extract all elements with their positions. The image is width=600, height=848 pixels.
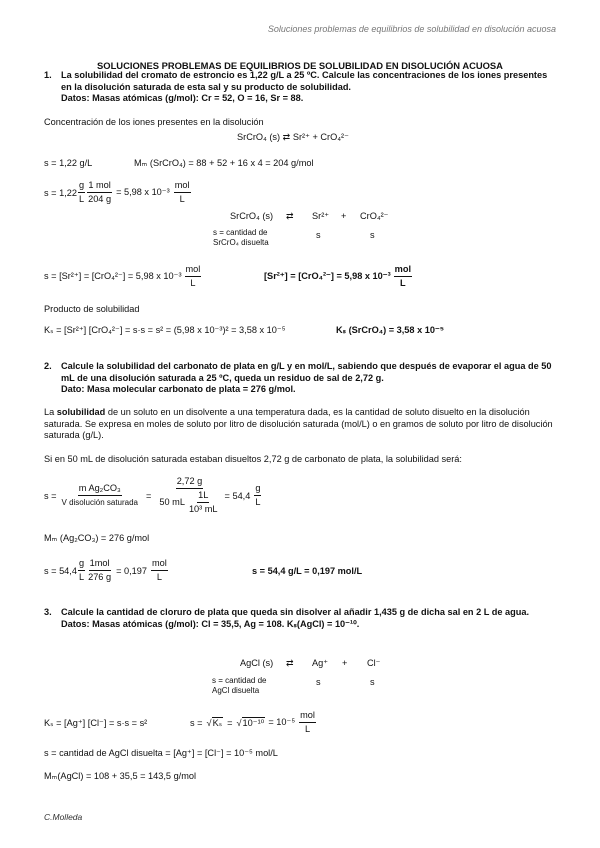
eq2-salt: SrCrO₄ (s) xyxy=(230,211,274,221)
question-data: Datos: Masas atómicas (g/mol): Cl = 35,5, Ag = 108. Kₛ(AgCl) = 10⁻¹⁰. xyxy=(61,618,360,629)
eq2-ion1: Sr²⁺ xyxy=(312,211,330,221)
question-data: Datos: Masas atómicas (g/mol): Cr = 52, O = 16, Sr = 88. xyxy=(61,93,304,104)
fraction: $\frac{g}{L}$ xyxy=(78,558,85,582)
fraction: $\frac{\text{1mol}}{276 g}$ xyxy=(88,558,112,582)
ks-expression: Kₛ = [Ag⁺] [Cl⁻] = s·s = s² xyxy=(44,718,148,728)
fraction: $\frac{\text{mol}}{L}$ xyxy=(152,558,167,582)
sqrt-symbol: √ xyxy=(206,717,212,728)
molar-mass: Mₘ (Ag₂CO₃) = 276 g/mol xyxy=(44,533,150,543)
ks-label: Producto de solubilidad xyxy=(44,304,140,314)
fraction: $\frac{\text{1 mol}}{204 g}$ xyxy=(88,180,112,204)
conc-label: Concentración de los iones presentes en la disolución xyxy=(44,117,264,127)
calc-result: = 5,98 x 10⁻³ xyxy=(116,187,170,197)
equilibrium-equation: SrCrO₄ (s) ⇄ Sr²⁺ + CrO₄²⁻ xyxy=(237,132,349,142)
ks-calc: Kₛ = [Sr²⁺] [CrO₄²⁻] = s·s = s² = (5,98 x 10⁻³)² = 3,58 x 10⁻⁵ xyxy=(44,325,286,335)
eq2-s2: s xyxy=(370,230,375,240)
calc-prefix: s = 1,22 xyxy=(44,187,77,198)
page-header: Soluciones problemas de equilibrios de solubilidad en disolución acuosa xyxy=(267,24,556,34)
eq3-salt: AgCl (s) xyxy=(240,658,274,668)
eq3-ion1: Ag⁺ xyxy=(312,658,329,668)
final-result: s = 54,4 g/L = 0,197 mol/L xyxy=(252,566,363,576)
question-data: Dato: Masa molecular carbonato de plata = 276 g/mol. xyxy=(61,384,296,395)
eq2-s1: s xyxy=(316,230,321,240)
conversion-calc xyxy=(44,180,192,205)
eq2-plus: + xyxy=(341,211,347,221)
eq2-note: s = cantidad de SrCrO₄ disuelta xyxy=(213,228,269,247)
fraction: $\frac{g}{L}$ xyxy=(78,180,85,204)
solubility-formula: s = $\frac{\text{m Ag₂CO₃}}{\text{V disolución saturada}}$ = 2,72 g 50 mL $\frac{1L}{\text{10³ mL}}$ = 54,4 $\frac{g}{L}$ xyxy=(44,476,261,514)
definition-paragraph: La solubilidad de un soluto en un disolvente a una temperatura dada, es la cantidad de soluto disuelto en la disolución saturada. Se expresa en moles de soluto por litro de disolución saturada (mol/L) o en gramos de soluto por litro de disolución saturada (g/L). xyxy=(44,407,553,441)
fraction: $\frac{\text{mol}}{L}$ xyxy=(300,710,315,734)
fraction: $\frac{\text{mol}}{L}$ xyxy=(185,264,201,288)
eq3-s1: s xyxy=(316,677,321,687)
fraction: $\frac{\text{mol}}{L}$ xyxy=(394,264,412,288)
question-text: La solubilidad del cromato de estroncio es 1,22 g/L a 25 ºC. Calcule las concentraciones de los iones presentes en la disolución saturada de esta sal y su producto de solubilidad. xyxy=(61,70,548,92)
question-number: 3. xyxy=(44,607,52,617)
fraction: 2,72 g 50 mL $\frac{1L}{\text{10³ mL}}$ xyxy=(159,476,218,514)
molar-mass: Mₘ(AgCl) = 108 + 35,5 = 143,5 g/mol xyxy=(44,771,197,781)
solubility-sqrt: s = √ Kₛ = √ 10⁻¹⁰ = 10⁻⁵ $\frac{\text{mol}}{L}$ xyxy=(190,710,315,734)
question-3 xyxy=(44,607,560,630)
ks-result: Kₛ (SrCrO₄) = 3,58 x 10⁻⁵ xyxy=(336,325,445,335)
eq3-plus: + xyxy=(342,658,348,668)
eq2-arrow: ⇄ xyxy=(286,211,294,221)
molar-mass: Mₘ (SrCrO₄) = 88 + 52 + 16 x 4 = 204 g/mol xyxy=(134,158,314,168)
eq3-note: s = cantidad de AgCl disuelta xyxy=(212,676,267,695)
question-1 xyxy=(44,70,560,105)
ion-concentrations-result: [Sr²⁺] = [CrO₄²⁻] = 5,98 x 10⁻³ $\frac{\text{mol}}{L}$ xyxy=(264,264,412,288)
question-text: Calcule la solubilidad del carbonato de plata en g/L y en mol/L, sabiendo que después de evaporar el agua de 50 mL de una disolución saturada a 25 ºC, queda un residuo de sal de 2,72 g. xyxy=(61,361,552,383)
footer-author: C.Molleda xyxy=(44,812,83,822)
dissolved-amount: s = cantidad de AgCl disuelta = [Ag⁺] = [Cl⁻] = 10⁻⁵ mol/L xyxy=(44,748,278,758)
fraction: $\frac{\text{mol}}{L}$ xyxy=(174,180,190,204)
molar-conversion: s = 54,4 $\frac{g}{L}$ $\frac{\text{1mol}}{276 g}$ = 0,197 $\frac{\text{mol}}{L}$ xyxy=(44,558,167,582)
eq3-s2: s xyxy=(370,677,375,687)
intro-text: Si en 50 mL de disolución saturada estaban disueltos 2,72 g de carbonato de plata, la solubilidad será: xyxy=(44,454,462,464)
fraction: $\frac{g}{L}$ xyxy=(255,483,261,507)
solubility-value: s = 1,22 g/L xyxy=(44,158,93,168)
fraction: $\frac{\text{m Ag₂CO₃}}{\text{V disolución saturada}}$ xyxy=(61,483,139,507)
ion-concentrations: s = [Sr²⁺] = [CrO₄²⁻] = 5,98 x 10⁻³ $\frac{\text{mol}}{L}$ xyxy=(44,264,201,288)
question-number: 2. xyxy=(44,361,52,371)
eq3-arrow: ⇄ xyxy=(286,658,294,668)
question-text: Calcule la cantidad de cloruro de plata que queda sin disolver al añadir 1,435 g de dicha sal en 2 L de agua. xyxy=(61,607,530,617)
eq2-ion2: CrO₄²⁻ xyxy=(360,211,389,221)
eq3-ion2: Cl⁻ xyxy=(367,658,381,668)
page-title: SOLUCIONES PROBLEMAS DE EQUILIBRIOS DE SOLUBILIDAD EN DISOLUCIÓN ACUOSA xyxy=(97,60,503,71)
sqrt-symbol: √ xyxy=(236,717,242,728)
question-2 xyxy=(44,361,560,396)
question-number: 1. xyxy=(44,70,52,80)
